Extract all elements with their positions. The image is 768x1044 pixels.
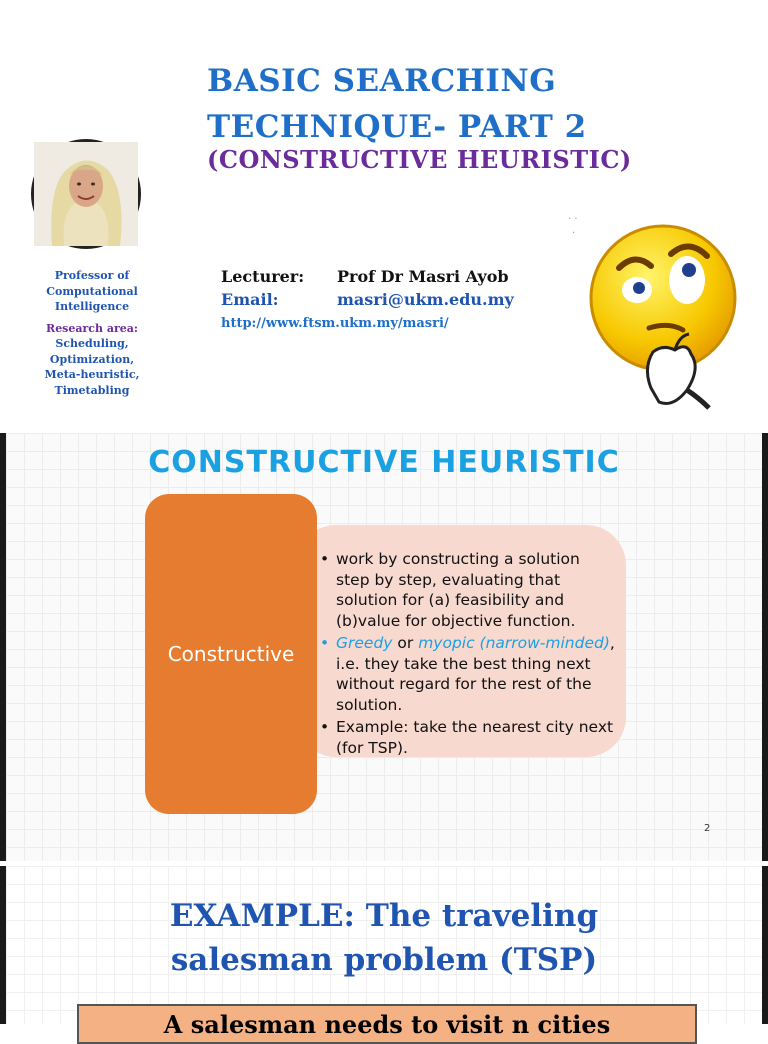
dots-line: . — [572, 225, 576, 236]
greedy-term: Greedy — [336, 634, 393, 652]
title-line-2: salesman problem (TSP) — [170, 942, 598, 978]
bullet-list — [316, 549, 616, 760]
bullet-text: Example: take the nearest city next (for TSP). — [336, 718, 614, 757]
title-line-1: EXAMPLE: The traveling — [169, 898, 599, 934]
page-number: 2 — [704, 823, 711, 834]
email-label: Email: — [221, 290, 279, 309]
problem-statement-bar — [77, 1004, 697, 1044]
lecturer-photo-icon — [34, 142, 138, 246]
research-item: Timetabling — [54, 383, 130, 397]
problem-statement-text: A salesman needs to visit n cities — [163, 1010, 611, 1039]
bullet-item — [316, 549, 616, 631]
research-item: Optimization, — [49, 352, 135, 366]
avatar — [31, 139, 141, 249]
slide-title — [207, 58, 587, 150]
research-label: Research area: — [46, 321, 138, 335]
decorative-dots — [568, 210, 578, 238]
lecturer-name: Prof Dr Masri Ayob — [337, 267, 509, 286]
constructive-heuristic-slide — [0, 433, 768, 861]
research-item: Scheduling, — [55, 337, 129, 350]
slide-title — [6, 894, 762, 982]
slide-subtitle: (CONSTRUCTIVE HEURISTIC) — [207, 145, 632, 174]
concept-label: Constructive — [167, 642, 295, 666]
title-line-2: TECHNIQUE- PART 2 — [207, 109, 587, 145]
bullet-item — [316, 633, 616, 715]
role-line: Computational — [46, 284, 138, 298]
research-item: Meta-heuristic, — [44, 368, 140, 381]
dots-line: . . — [568, 211, 578, 222]
title-slide — [0, 0, 768, 432]
bullet-text: work by constructing a solution step by step, evaluating that solution for (a) feasibility and (b)value for objective function. — [336, 550, 580, 630]
role-line: Professor of — [54, 269, 130, 282]
thinking-face-icon — [583, 218, 743, 410]
role-line: Intelligence — [54, 300, 130, 313]
email-link[interactable]: masri@ukm.edu.my — [337, 290, 514, 309]
profile-text — [20, 268, 164, 398]
homepage-link[interactable]: http://www.ftsm.ukm.my/masri/ — [221, 316, 449, 331]
lecturer-info — [221, 265, 514, 311]
bullet-item — [316, 717, 616, 758]
title-line-1: BASIC SEARCHING — [207, 63, 557, 99]
myopic-term: myopic (narrow-minded) — [418, 634, 610, 652]
lecturer-label: Lecturer: — [221, 267, 305, 286]
tsp-example-slide — [0, 866, 768, 1039]
concept-box — [145, 494, 317, 814]
slide-title: CONSTRUCTIVE HEURISTIC — [148, 445, 620, 480]
bullet-text: or — [392, 634, 419, 652]
bullet-text: , i.e. they take the best thing next without regard for the rest of the solution. — [336, 634, 615, 714]
